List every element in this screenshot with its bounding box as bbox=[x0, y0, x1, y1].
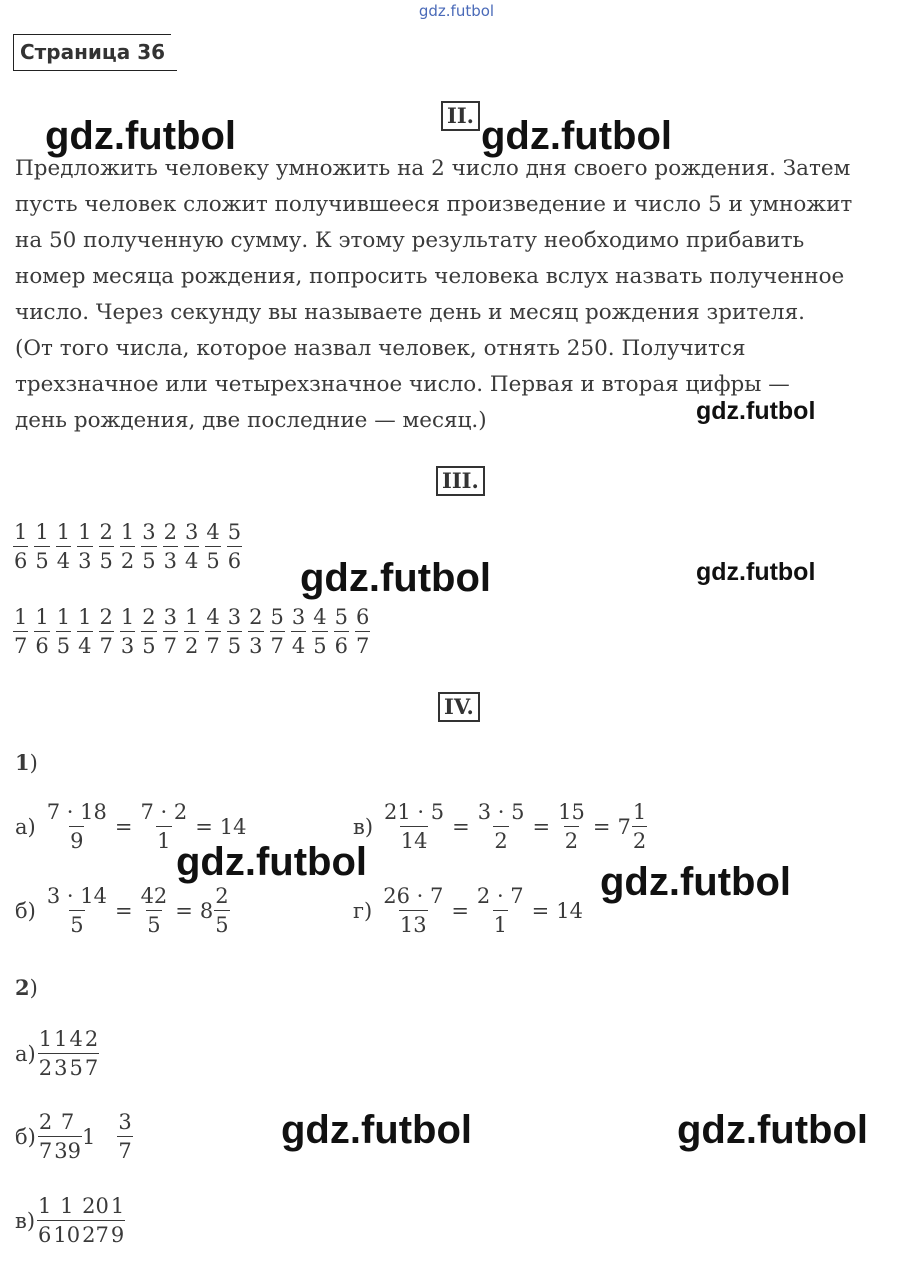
section-2-text bbox=[15, 151, 900, 439]
section-heading-4: IV. bbox=[438, 692, 480, 722]
fraction: $\frac{2}{5}$ bbox=[99, 520, 113, 573]
fraction: $\frac{1}{3}$ bbox=[78, 520, 92, 573]
watermark: gdz.futbol bbox=[281, 1108, 473, 1152]
fraction: $\frac{6}{7}$ bbox=[356, 605, 370, 658]
fraction: $\frac{1}{9}$ bbox=[110, 1194, 125, 1247]
fraction: $\frac{1}{4}$ bbox=[78, 605, 92, 658]
equals-sign: = bbox=[451, 898, 469, 923]
fraction: $\frac{7}{39}$ bbox=[54, 1110, 81, 1163]
fraction: $\frac{2}{3}$ bbox=[163, 520, 177, 573]
fraction: $\frac{1}{2}$ bbox=[185, 605, 199, 658]
equals-sign: = bbox=[175, 898, 193, 923]
fraction: $\frac{7 \cdot 18}{9}$ bbox=[46, 800, 107, 853]
equals-sign: = bbox=[531, 898, 550, 923]
item-label: а) bbox=[15, 1041, 36, 1066]
text-line: день рождения, две последние — месяц.) bbox=[15, 408, 487, 433]
watermark: gdz.futbol bbox=[696, 558, 816, 586]
fraction: $\frac{2}{7}$ bbox=[38, 1110, 53, 1163]
item-label: а) bbox=[15, 814, 36, 839]
fraction: $\frac{4}{5}$ bbox=[69, 1027, 83, 1080]
fraction: $\frac{2}{7}$ bbox=[99, 605, 113, 658]
fraction: $\frac{5}{6}$ bbox=[334, 605, 348, 658]
result-value: 14 bbox=[556, 898, 584, 923]
text-line: на 50 полученную сумму. К этому результату необходимо прибавить bbox=[15, 228, 805, 253]
watermark: gdz.futbol bbox=[45, 114, 237, 158]
fraction: $\frac{15}{2}$ bbox=[558, 800, 585, 853]
fraction: $\frac{21 \cdot 5}{14}$ bbox=[384, 800, 445, 853]
fraction: $\frac{3}{4}$ bbox=[185, 520, 199, 573]
item-label: б) bbox=[15, 1124, 36, 1149]
item-label: в) bbox=[15, 1208, 36, 1233]
fraction: $\frac{1}{2}$ bbox=[120, 520, 135, 573]
fraction: $\frac{3}{5}$ bbox=[227, 605, 242, 658]
fraction: $\frac{1}{7}$ bbox=[14, 605, 28, 658]
equals-sign: = bbox=[592, 814, 611, 839]
watermark: gdz.futbol bbox=[677, 1108, 869, 1152]
text-line: Предложить человеку умножить на 2 число дня своего рождения. Затем bbox=[15, 156, 851, 181]
fraction: $\frac{20}{27}$ bbox=[82, 1194, 109, 1247]
fraction: $\frac{5}{6}$ bbox=[227, 520, 242, 573]
fraction: $\frac{1}{2}$ bbox=[632, 800, 647, 853]
watermark: gdz.futbol bbox=[481, 114, 673, 158]
item-label: б) bbox=[15, 898, 36, 923]
fraction: $\frac{4}{7}$ bbox=[206, 605, 220, 658]
equals-sign: = bbox=[532, 814, 551, 839]
watermark: gdz.futbol bbox=[176, 840, 368, 884]
fraction: $\frac{1}{6}$ bbox=[14, 520, 28, 573]
item-label: в) bbox=[353, 814, 374, 839]
fraction: $\frac{7 \cdot 2}{1}$ bbox=[140, 800, 188, 853]
fraction: $\frac{3 \cdot 14}{5}$ bbox=[46, 884, 107, 937]
watermark: gdz.futbol bbox=[300, 556, 492, 600]
fraction: $\frac{1}{2}$ bbox=[38, 1027, 53, 1080]
text-line: трехзначное или четырехзначное число. Первая и вторая цифры — bbox=[15, 372, 790, 397]
watermark: gdz.futbol bbox=[696, 397, 816, 425]
fraction-list-2a bbox=[15, 1027, 99, 1080]
fraction: $\frac{4}{5}$ bbox=[206, 520, 220, 573]
watermark: gdz.futbol bbox=[600, 860, 792, 904]
fraction: $\frac{3}{4}$ bbox=[291, 605, 306, 658]
fraction: $\frac{1}{3}$ bbox=[120, 605, 135, 658]
site-link[interactable]: gdz.futbol bbox=[418, 2, 495, 20]
fraction: $\frac{1}{4}$ bbox=[56, 520, 71, 573]
fraction: $\frac{2}{7}$ bbox=[84, 1027, 99, 1080]
fraction: $\frac{2}{5}$ bbox=[142, 605, 156, 658]
fraction: $\frac{1}{6}$ bbox=[38, 1194, 52, 1247]
fraction-row-2 bbox=[13, 605, 376, 658]
text-line: пусть человек сложит получившееся произведение и число 5 и умножит bbox=[15, 192, 853, 217]
fraction: $\frac{42}{5}$ bbox=[140, 884, 168, 937]
whole-number: 1 bbox=[81, 1124, 96, 1149]
fraction: $\frac{4}{5}$ bbox=[313, 605, 327, 658]
fraction-row-1 bbox=[13, 520, 248, 573]
fraction: $\frac{1}{5}$ bbox=[35, 520, 49, 573]
fraction-list-2b bbox=[15, 1110, 133, 1163]
text-line: (От того числа, которое назвал человек, отнять 250. Получится bbox=[15, 336, 746, 361]
fraction: $\frac{3}{5}$ bbox=[142, 520, 156, 573]
whole-part: 7 bbox=[617, 814, 631, 839]
text-line: число. Через секунду вы называете день и месяц рождения зрителя. bbox=[15, 300, 805, 325]
fraction: $\frac{3}{7}$ bbox=[118, 1110, 132, 1163]
fraction: $\frac{1}{10}$ bbox=[53, 1194, 81, 1247]
fraction-list-2v bbox=[15, 1194, 125, 1247]
fraction: $\frac{3}{7}$ bbox=[163, 605, 177, 658]
section-heading-3: III. bbox=[436, 466, 485, 496]
section-heading-2: II. bbox=[441, 101, 480, 131]
subtask-1-number: 1) bbox=[15, 750, 38, 775]
fraction: $\frac{2 \cdot 7}{1}$ bbox=[476, 884, 524, 937]
fraction: $\frac{2}{5}$ bbox=[215, 884, 229, 937]
equals-sign: = bbox=[114, 814, 133, 839]
equals-sign: = bbox=[452, 814, 470, 839]
fraction: $\frac{3 \cdot 5}{2}$ bbox=[477, 800, 525, 853]
page-label: Страница 36 bbox=[13, 34, 171, 71]
result-value: 14 bbox=[219, 814, 247, 839]
whole-part: 8 bbox=[199, 898, 214, 923]
equals-sign: = bbox=[195, 814, 213, 839]
fraction: $\frac{26 \cdot 7}{13}$ bbox=[383, 884, 444, 937]
equation-1b bbox=[15, 884, 230, 937]
fraction: $\frac{1}{5}$ bbox=[56, 605, 71, 658]
subtask-2-number: 2) bbox=[15, 975, 38, 1000]
equation-1v bbox=[353, 800, 647, 853]
text-line: номер месяца рождения, попросить человека вслух назвать полученное bbox=[15, 264, 845, 289]
fraction: $\frac{1}{6}$ bbox=[35, 605, 49, 658]
fraction: $\frac{1}{3}$ bbox=[54, 1027, 68, 1080]
equation-1g bbox=[353, 884, 583, 937]
equals-sign: = bbox=[114, 898, 133, 923]
item-label: г) bbox=[353, 898, 373, 923]
fraction: $\frac{2}{3}$ bbox=[249, 605, 263, 658]
fraction: $\frac{5}{7}$ bbox=[270, 605, 284, 658]
